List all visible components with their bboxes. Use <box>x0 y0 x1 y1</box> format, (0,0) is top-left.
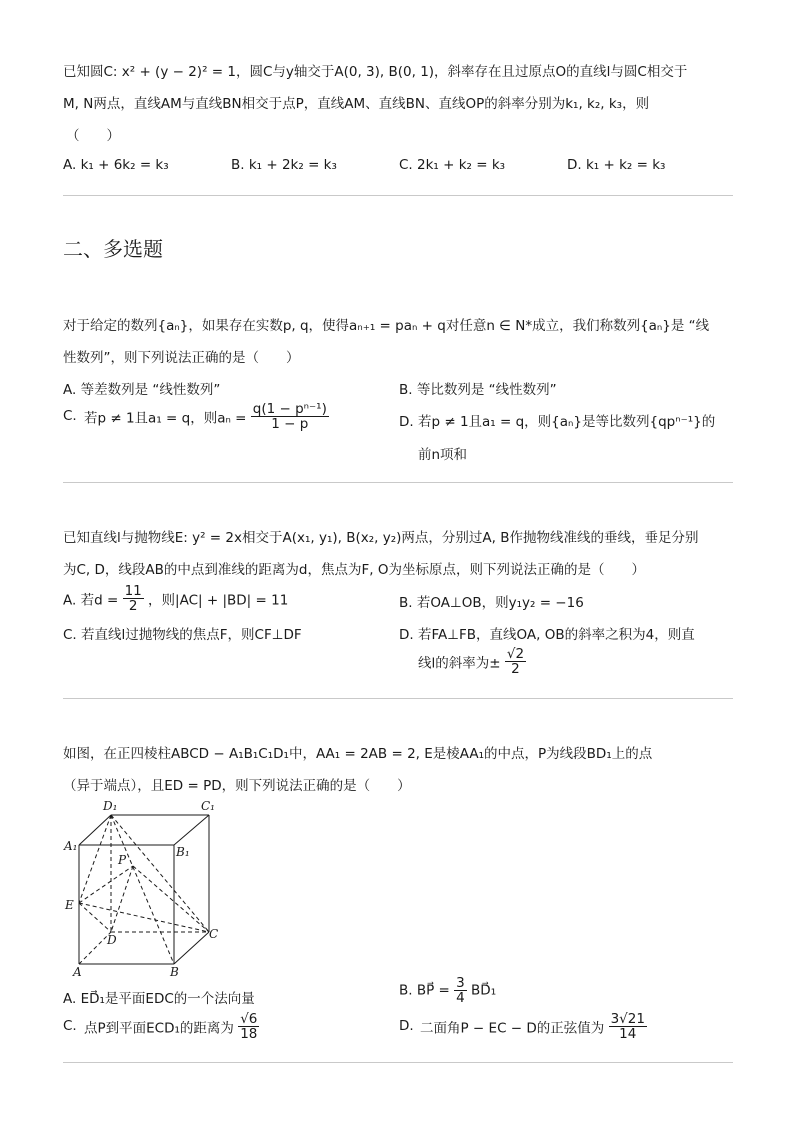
question-parabola-line2: 为C, D，线段AB的中点到准线的距离为d，焦点为F, O为坐标原点，则下列说法正确的是（ ） <box>63 562 645 578</box>
option-b: B. 若OA⊥OB，则y₁y₂ = −16 <box>399 595 584 611</box>
fraction-numerator: q(1 − pⁿ⁻¹) <box>252 401 327 417</box>
option-d-text: 线l的斜率为± <box>418 655 501 672</box>
option-a: A. 等差数列是 “线性数列” <box>63 382 221 398</box>
option-c: C. 2k₁ + k₂ = k₃ <box>399 157 506 173</box>
option-d <box>420 1012 647 1041</box>
question-prism-line2: （异于端点），且ED = PD，则下列说法正确的是（ ） <box>63 778 411 794</box>
option-b: B. 等比数列是 “线性数列” <box>399 382 557 398</box>
fraction-denominator: 2 <box>128 598 138 615</box>
divider <box>63 482 733 483</box>
divider <box>63 195 733 196</box>
question-parabola-line1: 已知直线l与抛物线E: y² = 2x相交于A(x₁, y₁), B(x₂, y₂)两点，分别过A, B作抛物线准线的垂线，垂足分别 <box>63 530 699 546</box>
fraction-numerator: 3√21 <box>610 1011 645 1027</box>
option-d-line1: D. 若p ≠ 1且a₁ = q，则{aₙ}是等比数列{qpⁿ⁻¹}的 <box>399 414 716 430</box>
label-a: A <box>73 965 82 979</box>
option-d-line2 <box>418 647 526 676</box>
option-a-text: A. 若d = <box>63 592 119 609</box>
fraction-numerator: √2 <box>506 646 525 662</box>
option-d-line1: D. 若FA⊥FB，直线OA, OB的斜率之积为4，则直 <box>399 627 695 643</box>
label-a1: A₁ <box>64 839 78 853</box>
label-d1: D₁ <box>103 799 118 813</box>
option-c-prefix: C. <box>63 408 77 424</box>
option-a <box>63 584 288 613</box>
option-a: A. k₁ + 6k₂ = k₃ <box>63 157 169 173</box>
option-d-prefix: D. <box>399 1018 414 1034</box>
question-circle-line3: （ ） <box>66 128 120 144</box>
fraction-denominator: 14 <box>619 1026 637 1043</box>
fraction-denominator: 1 − p <box>271 416 309 433</box>
question-prism-line1: 如图，在正四棱柱ABCD − A₁B₁C₁D₁中，AA₁ = 2AB = 2, E是棱AA₁的中点，P为线段BD₁上的点 <box>63 746 653 762</box>
fraction-denominator: 4 <box>456 990 465 1007</box>
fraction-numerator: 3 <box>456 975 465 991</box>
prism-figure <box>60 796 230 980</box>
option-c: C. 若直线l过抛物线的焦点F，则CF⊥DF <box>63 627 302 643</box>
option-c-prefix: C. <box>63 1018 77 1034</box>
option-b-text-after: BD⃗₁ <box>471 982 497 999</box>
label-b: B <box>170 965 179 979</box>
option-b <box>399 976 496 1005</box>
divider <box>63 1062 733 1063</box>
fraction-numerator: √6 <box>240 1011 258 1027</box>
label-d: D <box>107 933 117 947</box>
option-b: B. k₁ + 2k₂ = k₃ <box>231 157 337 173</box>
option-c-text: 若p ≠ 1且a₁ = q，则aₙ = <box>84 410 247 427</box>
option-c <box>84 1012 259 1041</box>
label-c1: C₁ <box>201 799 215 813</box>
question-circle-line2: M, N两点，直线AM与直线BN相交于点P，直线AM、直线BN、直线OP的斜率分别为k₁, k₂, k₃，则 <box>63 96 650 112</box>
option-c-text: 点P到平面ECD₁的距离为 <box>84 1020 234 1037</box>
label-e: E <box>65 898 74 912</box>
question-seq-line2: 性数列”，则下列说法正确的是（ ） <box>63 350 300 366</box>
option-d: D. k₁ + k₂ = k₃ <box>567 157 666 173</box>
option-b-text: B. BP⃗ = <box>399 982 450 999</box>
option-a-text-after: ，则|AC| + |BD| = 11 <box>148 592 289 609</box>
fraction-denominator: 2 <box>511 661 520 678</box>
label-b1: B₁ <box>176 845 190 859</box>
option-a: A. ED⃗₁是平面EDC的一个法向量 <box>63 991 255 1007</box>
option-d-line2: 前n项和 <box>418 447 468 463</box>
fraction-numerator: 11 <box>124 583 142 599</box>
question-circle-line1: 已知圆C: x² + (y − 2)² = 1，圆C与y轴交于A(0, 3), B(0, 1)，斜率存在且过原点O的直线l与圆C相交于 <box>63 64 688 80</box>
label-p: P <box>118 853 127 867</box>
fraction-denominator: 18 <box>240 1026 258 1043</box>
option-d-text: 二面角P − EC − D的正弦值为 <box>420 1020 605 1037</box>
divider <box>63 698 733 699</box>
label-c: C <box>209 927 219 941</box>
question-seq-line1: 对于给定的数列{aₙ}，如果存在实数p, q，使得aₙ₊₁ = paₙ + q对任意n ∈ N*成立，我们称数列{aₙ}是 “线 <box>63 318 710 334</box>
option-c <box>84 402 329 431</box>
section-title: 二、多选题 <box>63 237 163 261</box>
